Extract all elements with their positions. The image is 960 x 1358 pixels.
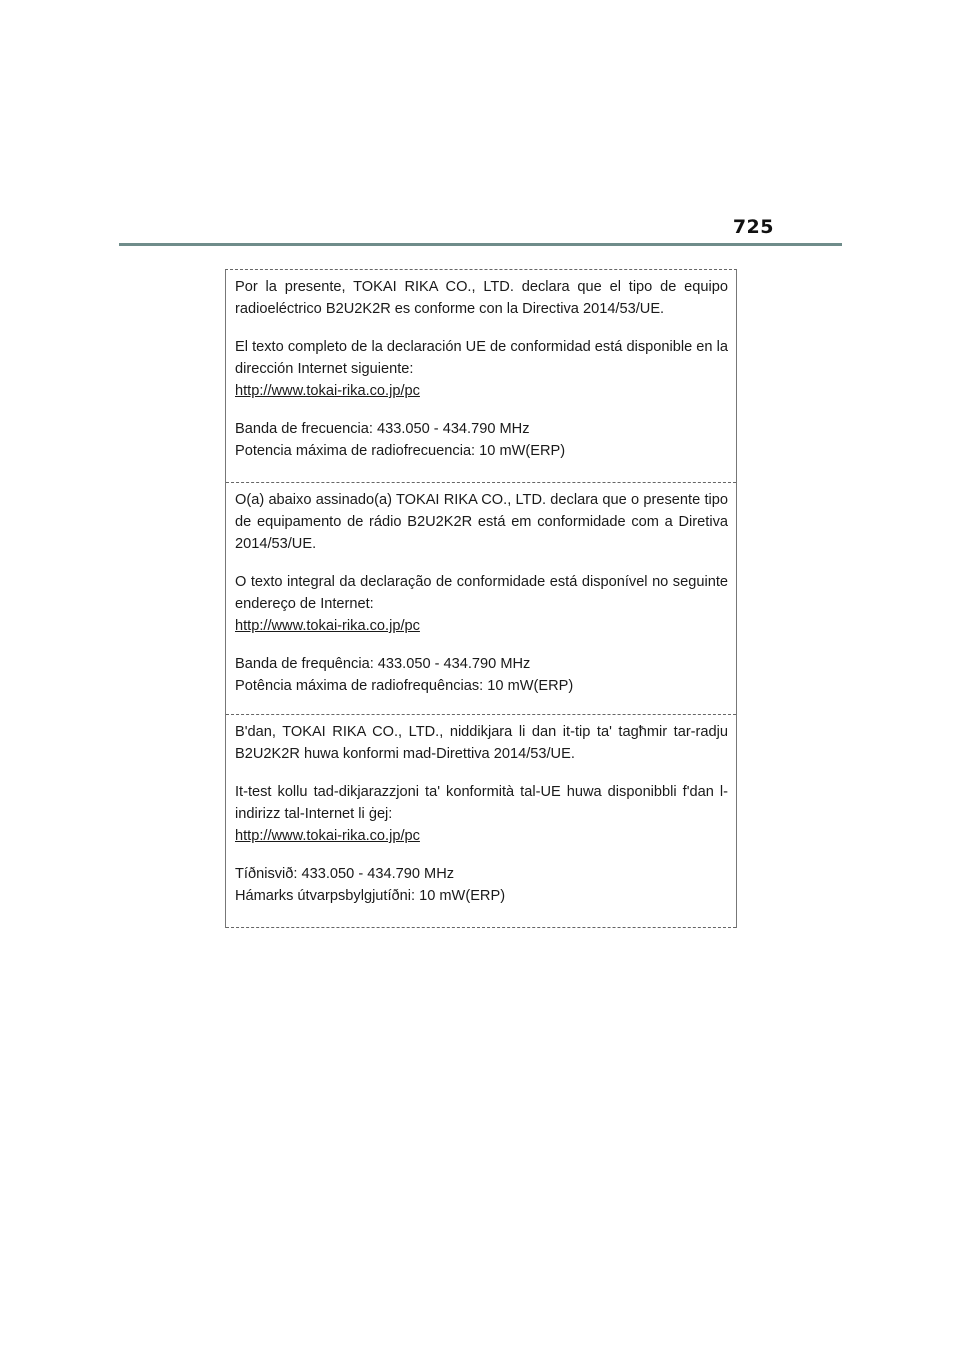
frequency-band: Tíðnisvið: 433.050 - 434.790 MHz [235,866,455,882]
declaration-section-maltese [226,715,736,928]
declaration-link[interactable]: http://www.tokai-rika.co.jp/pc [235,618,420,634]
declaration-link[interactable]: http://www.tokai-rika.co.jp/pc [235,383,420,399]
frequency-band: Banda de frequência: 433.050 - 434.790 MHz [235,656,531,672]
declaration-section-portuguese [226,483,736,715]
conformity-statement: Por la presente, TOKAI RIKA CO., LTD. declara que el tipo de equipo radioeléctrico B2U2K2R es conforme con la Directiva 2014/53/UE. [235,279,728,317]
conformity-statement: O(a) abaixo assinado(a) TOKAI RIKA CO., LTD. declara que o presente tipo de equipamento de rádio B2U2K2R está em conformidade com a Diretiva 2014/53/UE. [235,492,728,552]
header-rule [119,243,842,246]
availability-text: El texto completo de la declaración UE de conformidad está disponible en la dirección Internet siguiente: [235,339,728,377]
max-power: Potência máxima de radiofrequências: 10 mW(ERP) [235,678,574,694]
availability-text: It-test kollu tad-dikjarazzjoni ta' konformità tal-UE huwa disponibbli f'dan l-indirizz tal-Internet li ġej: [235,784,728,822]
declaration-table [225,269,737,928]
frequency-band: Banda de frecuencia: 433.050 - 434.790 MHz [235,421,530,437]
availability-text: O texto integral da declaração de conformidade está disponível no seguinte endereço de Internet: [235,574,728,612]
max-power: Hámarks útvarpsbylgjutíðni: 10 mW(ERP) [235,888,506,904]
max-power: Potencia máxima de radiofrecuencia: 10 mW(ERP) [235,443,566,459]
declaration-link[interactable]: http://www.tokai-rika.co.jp/pc [235,828,420,844]
page-number: 725 [732,216,774,238]
declaration-section-spanish [226,270,736,483]
conformity-statement: B'dan, TOKAI RIKA CO., LTD., niddikjara li dan it-tip ta' tagħmir tar-radju B2U2K2R huwa konformi mad-Direttiva 2014/53/UE. [235,724,728,762]
